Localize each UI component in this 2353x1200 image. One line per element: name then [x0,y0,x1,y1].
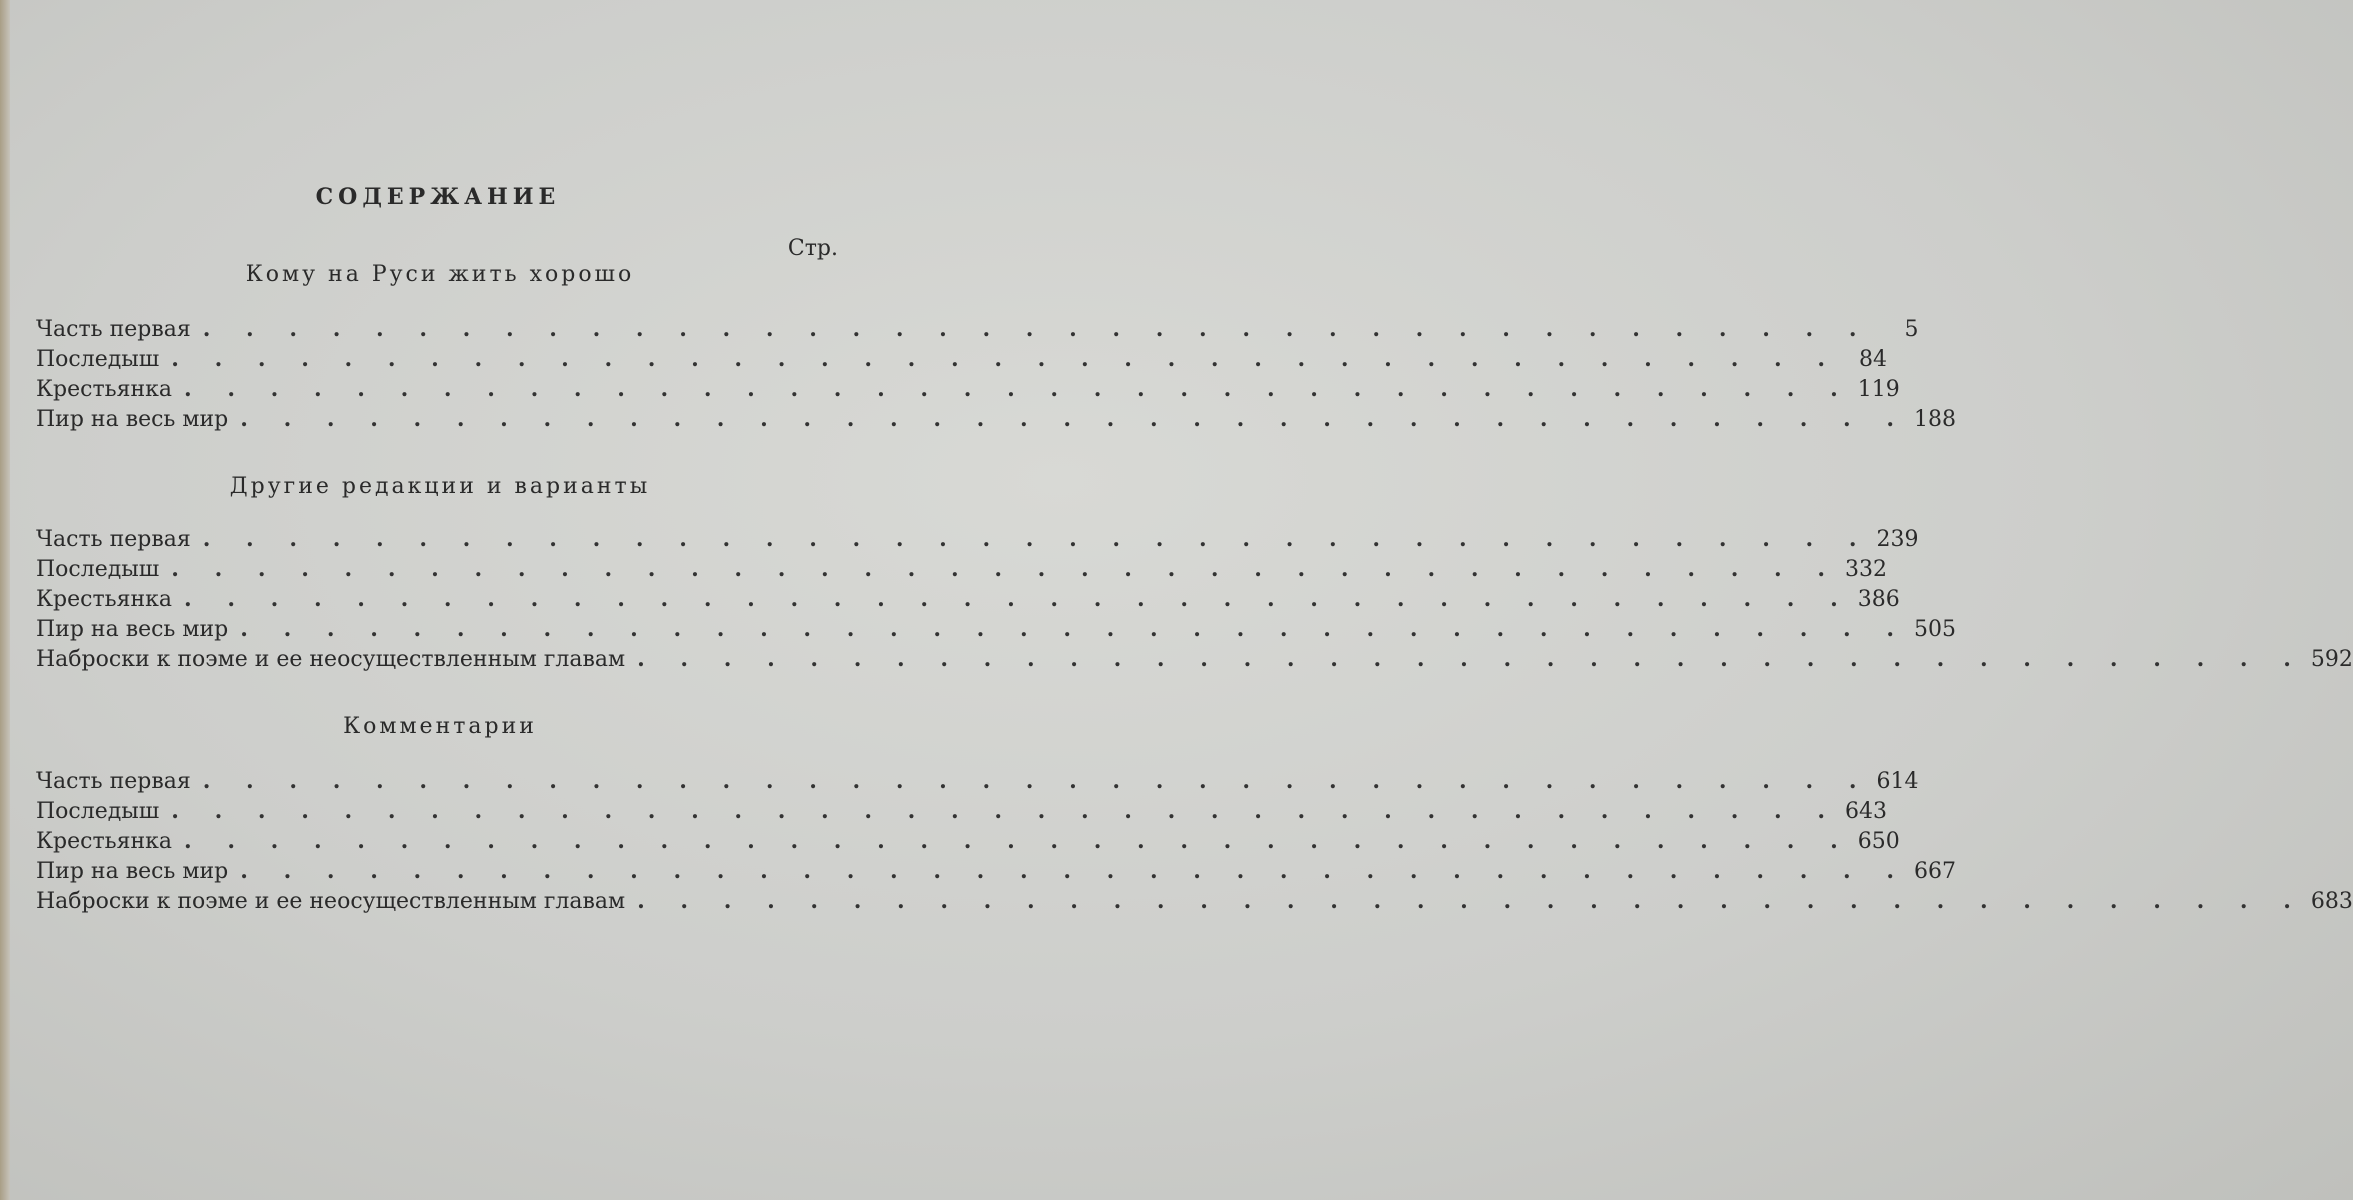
entry-page-number: 505 [1914,617,1957,642]
dot-leader: . . . . . . . . . . . . . . . . . . . . . . . . . . . . . . . . . . . . . . . [240,616,1909,642]
dot-leader: . . . . . . . . . . . . . . . . . . . . . . . . . . . . . . . . . . . . . . . [184,586,1852,612]
entry-label: Пир на весь мир [36,859,229,884]
toc-entry[interactable] [36,524,1919,554]
entry-page-number: 643 [1845,799,1888,824]
book-spine-edge [0,0,10,1200]
dot-leader: . . . . . . . . . . . . . . . . . . . . . . . . . . . . . . . . . . . . . . . [240,406,1909,432]
entry-label: Крестьянка [36,829,173,854]
dot-leader: . . . . . . . . . . . . . . . . . . . . . . . . . . . . . . . . . . . . . . . [171,798,1840,824]
dot-leader: . . . . . . . . . . . . . . . . . . . . . . . . . . . . . . . . . . . . . . . [202,526,1871,552]
entry-label: Часть первая [36,769,191,794]
entry-label: Часть первая [36,527,191,552]
toc-entry[interactable] [36,314,1919,344]
toc-entry[interactable] [36,644,2353,674]
dot-leader: . . . . . . . . . . . . . . . . . . . . . . . . . . . . . . . . . . . . . . . [240,858,1909,884]
section-3-entries [36,766,2353,916]
entry-label: Наброски к поэме и ее неосуществленным главам [36,647,626,672]
dot-leader: . . . . . . . . . . . . . . . . . . . . . . . . . . . . . . . . . . . . . . . [184,376,1852,402]
entry-page-number: 332 [1845,557,1888,582]
toc-entry[interactable] [36,826,1900,856]
dot-leader: . . . . . . . . . . . . . . . . . . . . . . . . . . . . . . . . . . . . . . . [637,646,2305,672]
toc-entry[interactable] [36,614,1957,644]
dot-leader: . . . . . . . . . . . . . . . . . . . . . . . . . . . . . . . . . . . . . . . [637,888,2305,914]
toc-entry[interactable] [36,766,1919,796]
entry-label: Часть первая [36,317,191,342]
entry-label: Наброски к поэме и ее неосуществленным главам [36,889,626,914]
entry-page-number: 614 [1876,769,1919,794]
entry-label: Пир на весь мир [36,617,229,642]
entry-page-number: 84 [1859,347,1888,372]
toc-entry[interactable] [36,344,1888,374]
section-heading-1: Кому на Руси жить хорошо [245,262,635,287]
toc-title: СОДЕРЖАНИЕ [315,184,561,210]
toc-entry[interactable] [36,404,1957,434]
entry-page-number: 592 [2310,647,2353,672]
dot-leader: . . . . . . . . . . . . . . . . . . . . . . . . . . . . . . . . . . . . . . . [202,316,1871,342]
dot-leader: . . . . . . . . . . . . . . . . . . . . . . . . . . . . . . . . . . . . . . . [184,828,1852,854]
entry-page-number: 667 [1914,859,1957,884]
entry-label: Крестьянка [36,587,173,612]
section-heading-2: Другие редакции и варианты [229,474,651,499]
entry-page-number: 650 [1857,829,1900,854]
entry-page-number: 119 [1857,377,1900,402]
entry-label: Последыш [36,347,160,372]
section-2-entries [36,524,2353,674]
entry-label: Последыш [36,799,160,824]
toc-entry[interactable] [36,554,1888,584]
section-heading-3: Комментарии [343,714,537,739]
dot-leader: . . . . . . . . . . . . . . . . . . . . . . . . . . . . . . . . . . . . . . . [171,556,1840,582]
dot-leader: . . . . . . . . . . . . . . . . . . . . . . . . . . . . . . . . . . . . . . . [202,768,1871,794]
toc-entry[interactable] [36,374,1900,404]
entry-page-number: 239 [1876,527,1919,552]
toc-entry[interactable] [36,856,1957,886]
entry-page-number: 188 [1914,407,1957,432]
section-1-entries [36,314,1957,434]
entry-page-number: 683 [2310,889,2353,914]
dot-leader: . . . . . . . . . . . . . . . . . . . . . . . . . . . . . . . . . . . . . . . [171,346,1840,372]
entry-page-number: 386 [1857,587,1900,612]
entry-label: Последыш [36,557,160,582]
entry-label: Пир на весь мир [36,407,229,432]
entry-label: Крестьянка [36,377,173,402]
toc-entry[interactable] [36,796,1888,826]
toc-entry[interactable] [36,886,2353,916]
entry-page-number: 5 [1904,317,1919,342]
page-column-label: Стр. [787,236,838,261]
toc-entry[interactable] [36,584,1900,614]
